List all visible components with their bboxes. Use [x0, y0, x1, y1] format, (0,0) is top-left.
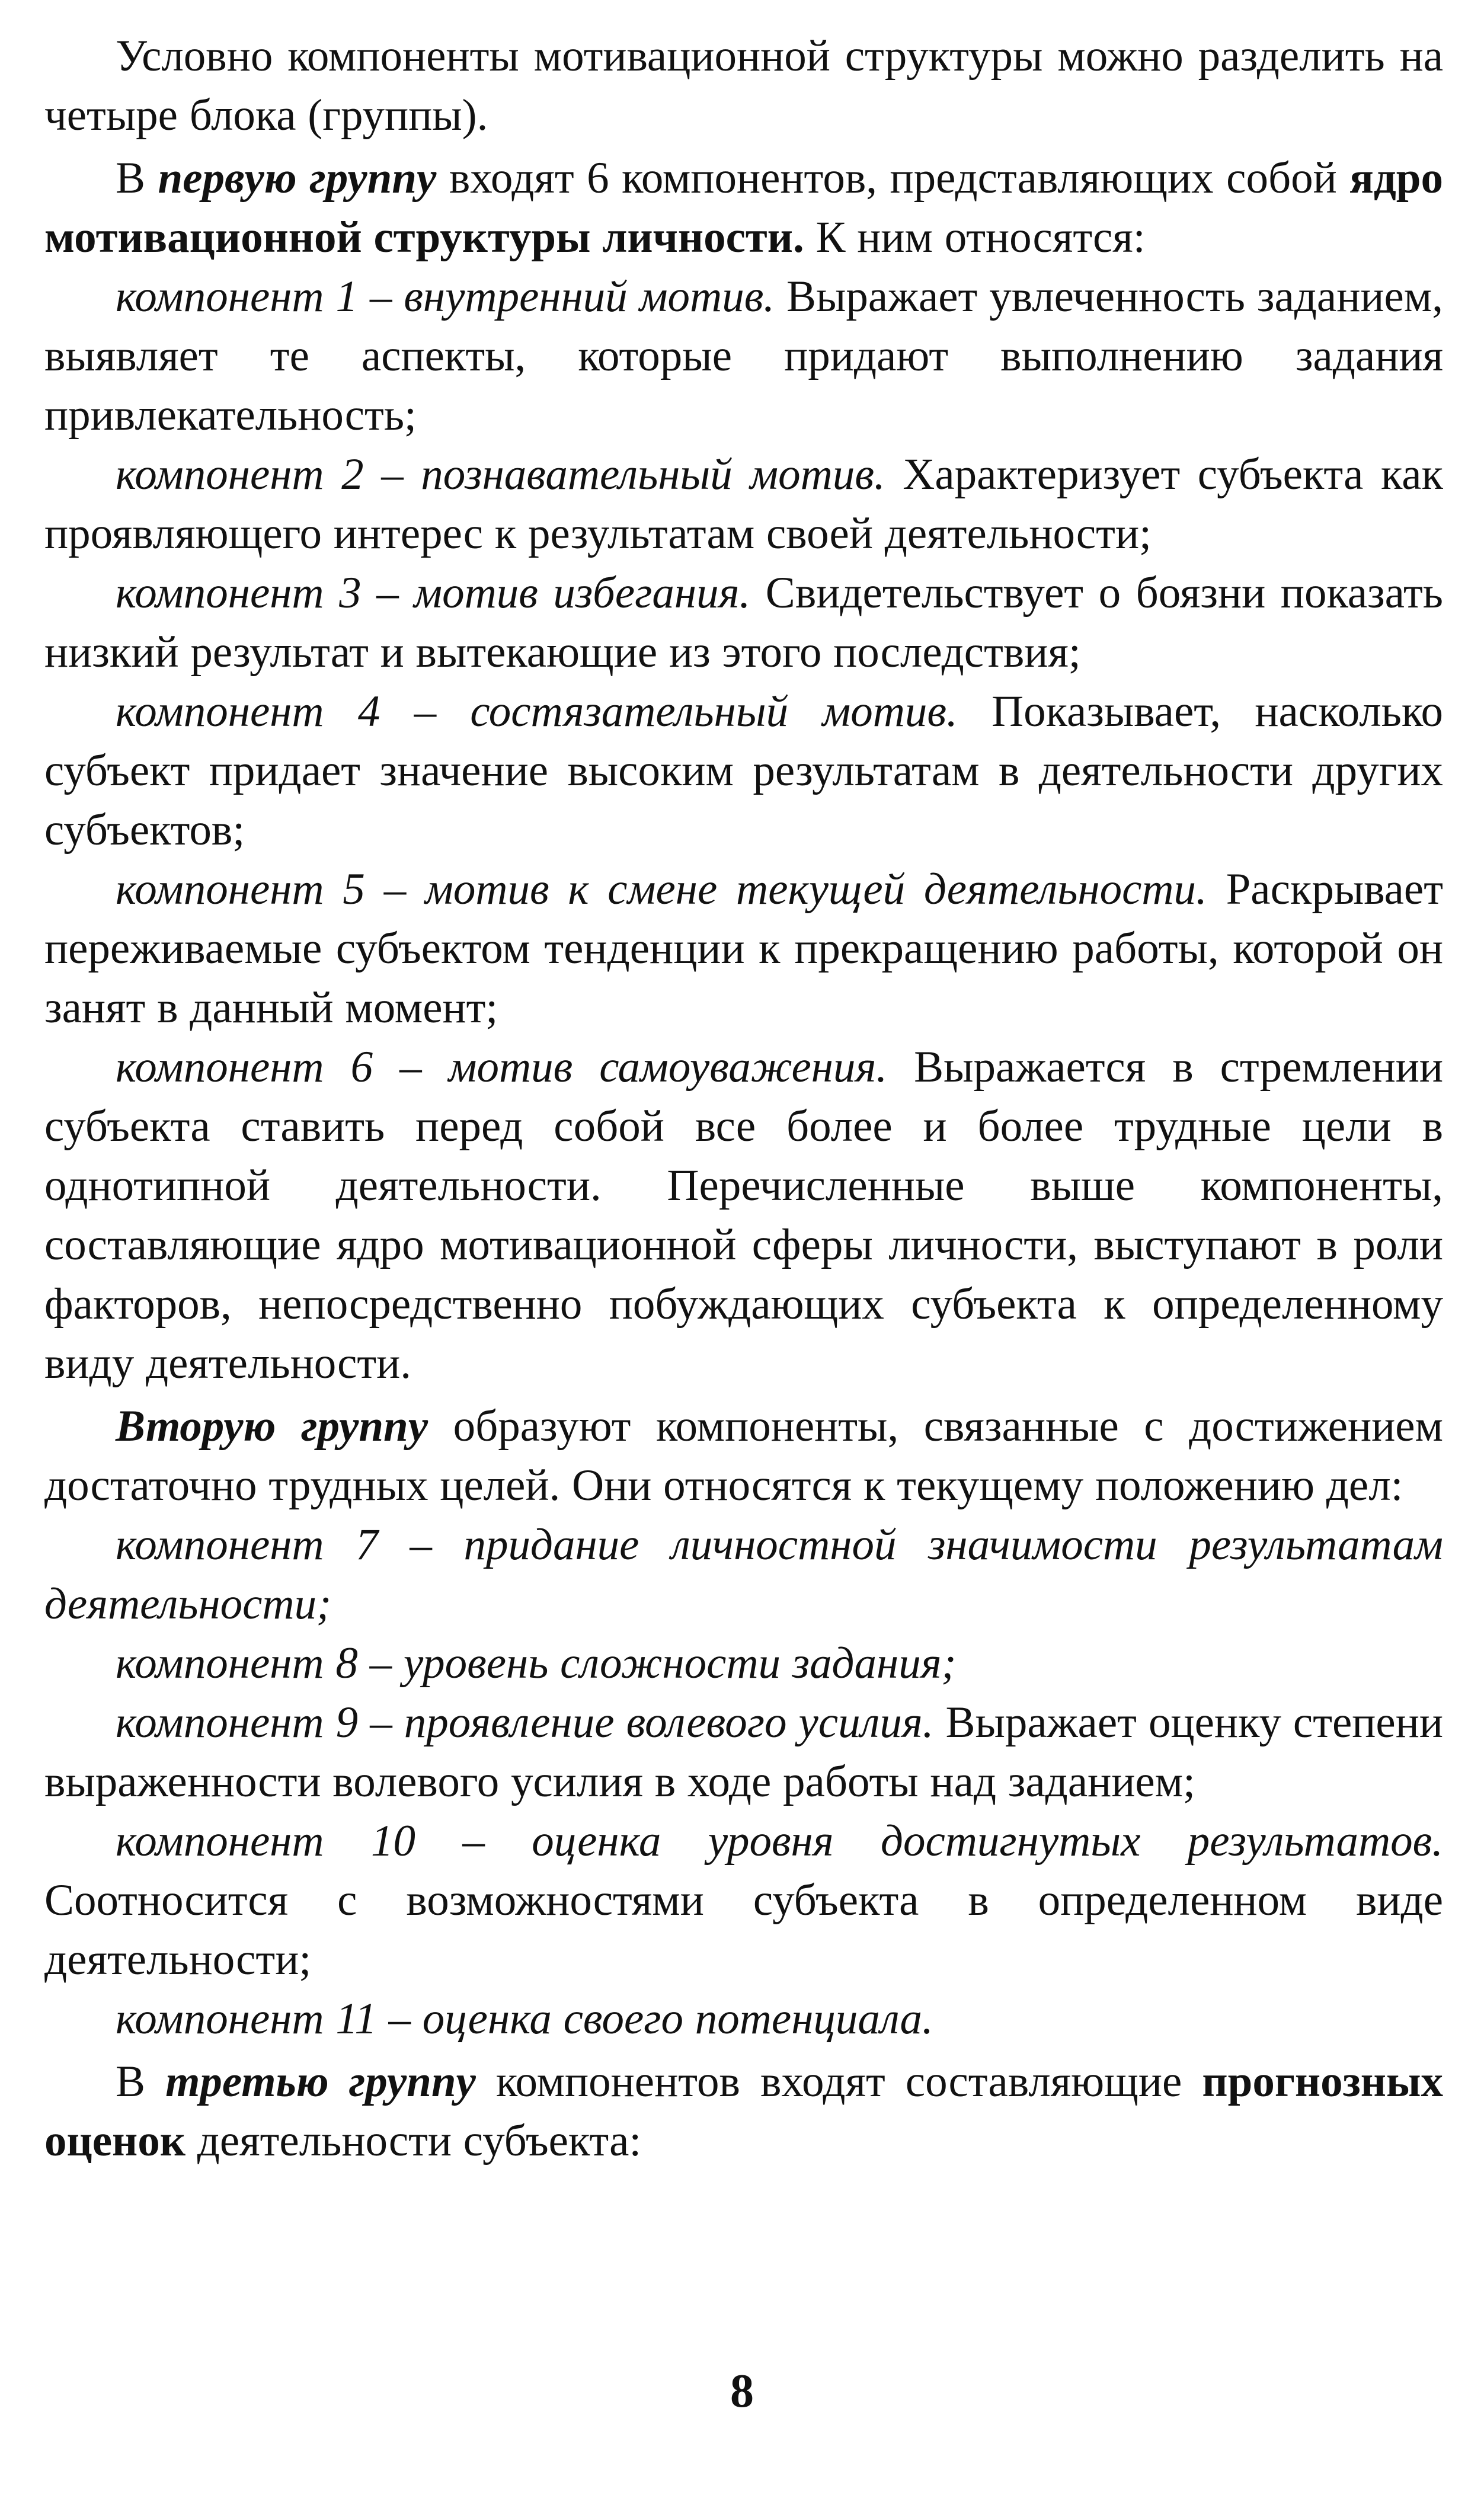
component-1-term: компонент 1 – внутренний мотив. [116, 272, 775, 321]
first-group-paragraph [44, 149, 1443, 267]
second-group-label: Вторую группу [116, 1402, 428, 1451]
third-group-suffix: деятельности субъекта: [185, 2116, 642, 2165]
component-1-paragraph [44, 267, 1443, 445]
component-11-paragraph [44, 1989, 1443, 2049]
component-5-paragraph [44, 860, 1443, 1038]
third-group-paragraph [44, 2052, 1443, 2171]
third-group-label: третью группу [165, 2057, 476, 2106]
first-group-suffix: К ним относятся: [804, 213, 1146, 262]
intro-text: Условно компоненты мотивационной структуры можно разделить на четыре блока (группы). [44, 31, 1443, 140]
component-10-paragraph [44, 1812, 1443, 1989]
component-10-term: компонент 10 – оценка уровня достигнутых результатов. [116, 1816, 1443, 1866]
component-9-paragraph [44, 1693, 1443, 1812]
component-5-term: компонент 5 – мотив к смене текущей деятельности. [116, 865, 1207, 914]
second-group-paragraph [44, 1397, 1443, 1515]
first-group-label: первую группу [158, 153, 437, 203]
component-8-paragraph [44, 1634, 1443, 1693]
component-4-term: компонент 4 – состязательный мотив. [116, 687, 958, 736]
component-9-term: компонент 9 – проявление волевого усилия. [116, 1698, 934, 1747]
component-6-term: компонент 6 – мотив самоуважения. [116, 1042, 888, 1092]
first-group-middle: входят 6 компонентов, представляющих собой [436, 153, 1350, 203]
component-9-text: Выражает оценку степени выраженности волевого усилия в ходе работы над заданием; [44, 1698, 1443, 1806]
component-4-text: Показывает, насколько субъект придает значение высоким результатам в деятельности других субъектов; [44, 687, 1443, 855]
intro-paragraph [44, 27, 1443, 145]
component-11-term: компонент 11 – оценка своего потенциала. [116, 1994, 933, 2043]
component-4-paragraph [44, 682, 1443, 860]
page-body [44, 27, 1443, 2171]
component-7-paragraph [44, 1515, 1443, 1634]
component-3-paragraph [44, 564, 1443, 682]
forecast-estimates-label: прогнозных оценок [44, 2057, 1443, 2165]
third-group-prefix: В [116, 2057, 166, 2106]
component-6-text: Выражается в стремлении субъекта ставить перед собой все более и более трудные цели в однотипной деятельности. Перечисленные выше компоненты, составляющие ядро мотивационной сферы личности, выступают в роли факторов, непосредственно побуждающих субъекта к определенному виду деятельности. [44, 1042, 1443, 1388]
component-6-paragraph [44, 1038, 1443, 1393]
component-2-text: Характеризует субъекта как проявляющего интерес к результатам своей деятельности; [44, 450, 1443, 558]
page-number: 8 [730, 2365, 754, 2417]
component-3-text: Свидетельствует о боязни показать низкий результат и вытекающие из этого последствия; [44, 568, 1443, 677]
component-2-paragraph [44, 445, 1443, 564]
first-group-prefix: В [116, 153, 158, 203]
second-group-text: образуют компоненты, связанные с достижением достаточно трудных целей. Они относятся к текущему положению дел: [44, 1402, 1443, 1510]
third-group-middle: компонентов входят составляющие [475, 2057, 1202, 2106]
component-5-text: Раскрывает переживаемые субъектом тенденции к прекращению работы, которой он занят в данный момент; [44, 865, 1443, 1032]
component-7-term: компонент 7 – придание личностной значимости результатам деятельности; [44, 1520, 1443, 1629]
component-10-text: Соотносится с возможностями субъекта в определенном виде деятельности; [44, 1876, 1443, 1984]
component-8-term: компонент 8 – уровень сложности задания; [116, 1639, 957, 1688]
component-1-text: Выражает увлеченность заданием, выявляет те аспекты, которые придают выполнению задания привлекательность; [44, 272, 1443, 440]
component-2-term: компонент 2 – познавательный мотив. [116, 450, 885, 499]
component-3-term: компонент 3 – мотив избегания. [116, 568, 751, 618]
core-structure-label: ядро мотивационной структуры личности. [44, 153, 1443, 262]
